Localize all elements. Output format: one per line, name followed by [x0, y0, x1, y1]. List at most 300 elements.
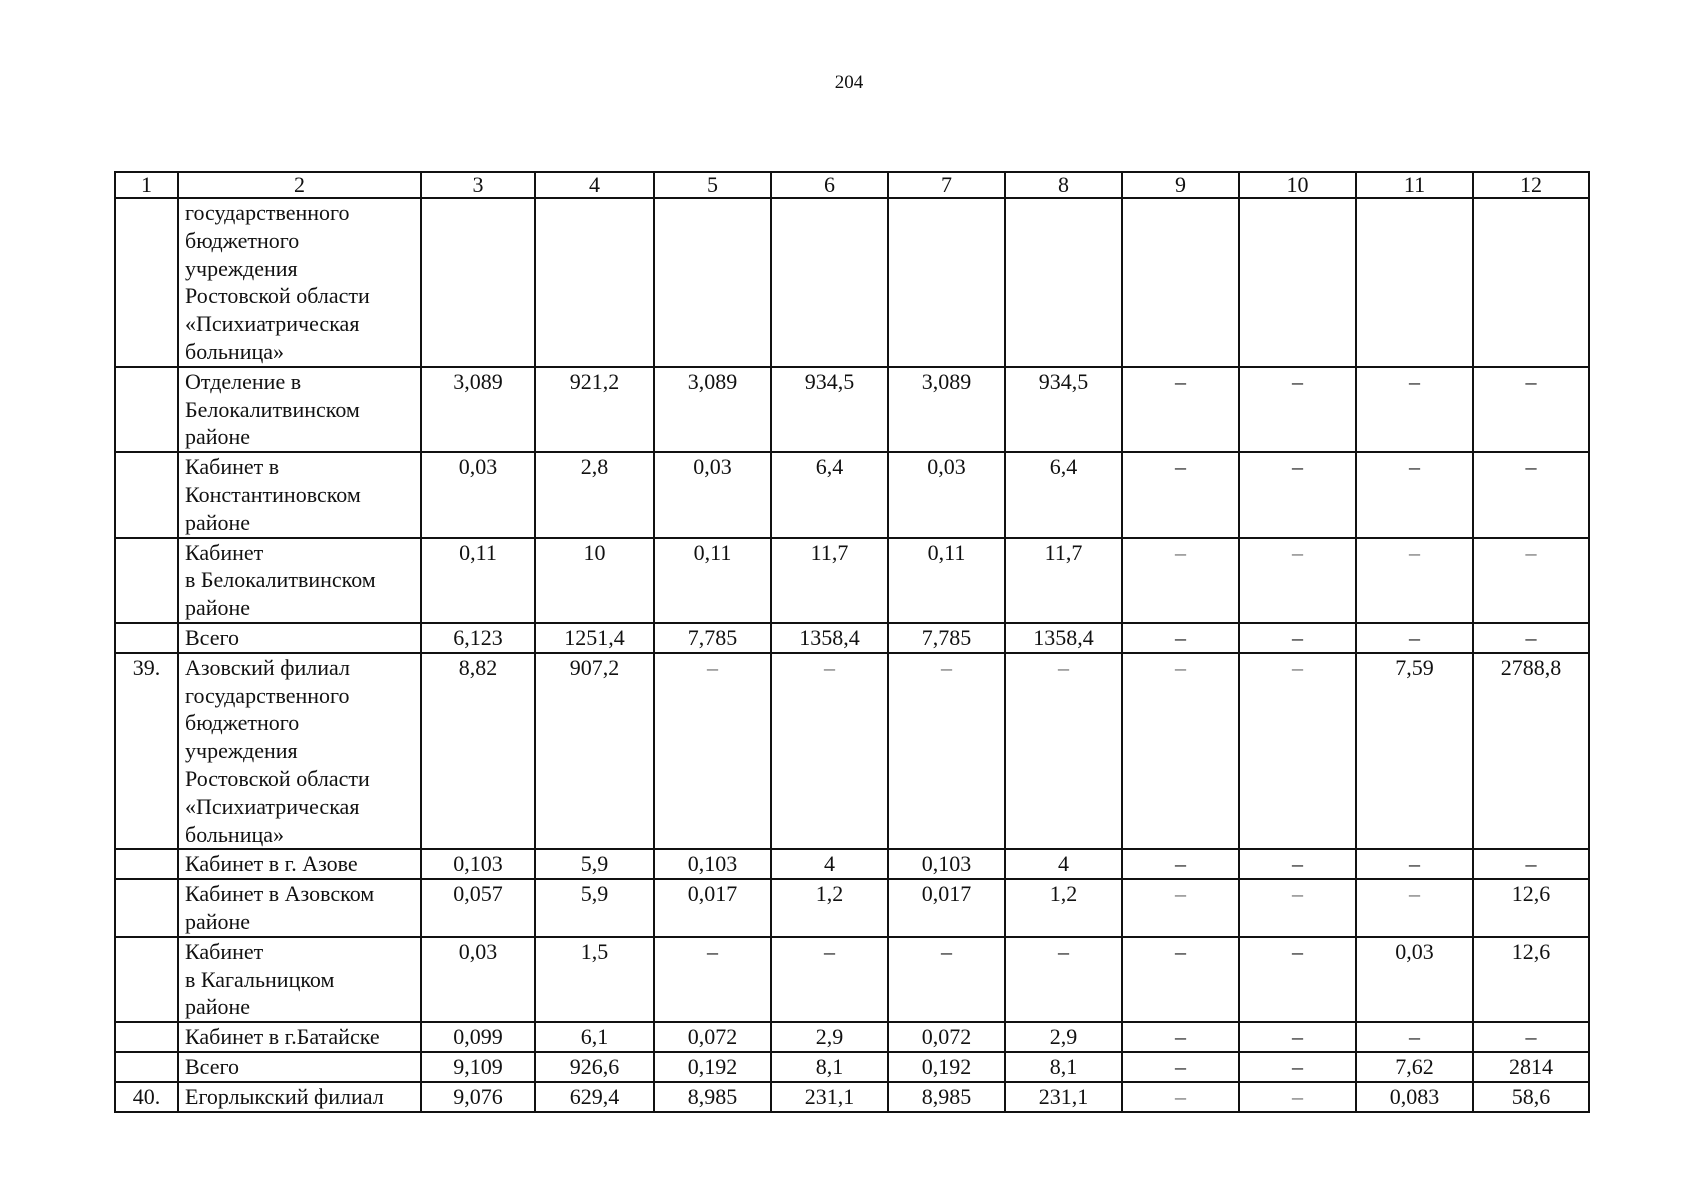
row-name — [178, 538, 421, 623]
value-text: – — [1292, 624, 1303, 650]
value-cell — [654, 937, 771, 1022]
value-cell — [1122, 1022, 1239, 1052]
row-name-line: в Кагальницком — [185, 966, 335, 992]
row-name-line: Всего — [185, 1053, 239, 1079]
value-cell — [1473, 452, 1589, 537]
value-cell — [1239, 879, 1356, 937]
value-text: 0,072 — [921, 1024, 972, 1050]
value-text: 629,4 — [569, 1083, 620, 1109]
value-text: – — [824, 654, 835, 680]
column-header: 1 — [115, 172, 178, 198]
value-text: 921,2 — [569, 368, 620, 394]
value-cell — [888, 1022, 1005, 1052]
value-text: 4 — [1058, 851, 1069, 877]
value-cell — [888, 879, 1005, 937]
row-name-line: государственного — [185, 682, 350, 708]
row-name-line: Кабинет в — [185, 454, 280, 480]
value-text: 0,099 — [453, 1024, 503, 1050]
value-text: 0,11 — [693, 539, 732, 565]
value-cell — [1473, 198, 1589, 367]
value-cell — [654, 1082, 771, 1112]
row-name-line: Кабинет в г. Азове — [185, 851, 358, 877]
value-text: – — [1292, 1024, 1303, 1050]
value-text: – — [1409, 1024, 1420, 1050]
table-row — [115, 623, 1589, 653]
value-cell — [888, 937, 1005, 1022]
value-cell — [1005, 937, 1122, 1022]
value-text: 8,1 — [815, 1053, 844, 1079]
value-cell — [654, 849, 771, 879]
value-text: 0,11 — [927, 539, 966, 565]
value-cell — [888, 538, 1005, 623]
value-text: 0,083 — [1389, 1083, 1440, 1109]
value-text: 58,6 — [1511, 1083, 1551, 1109]
value-text: 1,5 — [580, 938, 609, 964]
table-row — [115, 1052, 1589, 1082]
row-name — [178, 1022, 421, 1052]
value-text: 9,076 — [453, 1083, 503, 1109]
row-number — [115, 452, 178, 537]
row-name-line: «Психиатрическая — [185, 793, 360, 819]
value-cell — [535, 198, 654, 367]
row-name-line: «Психиатрическая — [185, 311, 360, 337]
value-text: – — [1409, 851, 1420, 877]
table-body — [115, 172, 1589, 1112]
value-cell — [888, 623, 1005, 653]
row-number — [115, 538, 178, 623]
value-cell — [888, 367, 1005, 452]
value-cell — [888, 849, 1005, 879]
column-header: 5 — [654, 172, 771, 198]
value-text: 4 — [824, 851, 835, 877]
value-cell — [1122, 937, 1239, 1022]
table-row — [115, 198, 1589, 367]
column-header: 4 — [535, 172, 654, 198]
value-cell — [1239, 1052, 1356, 1082]
value-text: 2,9 — [815, 1024, 844, 1050]
value-text: 7,62 — [1395, 1053, 1434, 1079]
value-text: – — [1058, 938, 1069, 964]
value-cell — [421, 849, 535, 879]
value-text: 8,82 — [458, 654, 498, 680]
row-number: 39. — [115, 653, 178, 850]
value-cell — [654, 653, 771, 850]
value-text: 231,1 — [1038, 1083, 1089, 1109]
row-name — [178, 452, 421, 537]
column-header: 8 — [1005, 172, 1122, 198]
table-row — [115, 1082, 1589, 1112]
value-cell — [1473, 538, 1589, 623]
value-text: – — [941, 654, 952, 680]
value-text: 8,1 — [1049, 1053, 1078, 1079]
value-cell — [1005, 1052, 1122, 1082]
value-cell — [771, 452, 888, 537]
row-name-line: Азовский филиал — [185, 654, 350, 680]
row-number — [115, 1022, 178, 1052]
value-cell — [1122, 367, 1239, 452]
row-number — [115, 623, 178, 653]
value-cell — [654, 452, 771, 537]
value-cell — [1122, 198, 1239, 367]
value-text: – — [1175, 539, 1186, 565]
row-name — [178, 879, 421, 937]
value-cell — [535, 653, 654, 850]
value-cell — [421, 538, 535, 623]
value-text: 8,985 — [921, 1083, 972, 1109]
value-cell — [771, 1082, 888, 1112]
row-name-line: Кабинет — [185, 938, 264, 964]
value-cell — [1122, 879, 1239, 937]
value-text: 907,2 — [569, 654, 620, 680]
value-cell — [1122, 849, 1239, 879]
value-cell — [535, 367, 654, 452]
value-text: – — [707, 654, 718, 680]
value-cell — [1122, 1052, 1239, 1082]
value-cell — [1356, 367, 1473, 452]
row-name-line: бюджетного — [185, 227, 300, 253]
row-name-line: Кабинет в г.Батайске — [185, 1024, 380, 1050]
value-text: – — [1409, 539, 1420, 565]
value-cell — [1356, 1022, 1473, 1052]
value-text: 11,7 — [810, 539, 849, 565]
value-cell — [1122, 653, 1239, 850]
value-text: 6,4 — [1049, 454, 1078, 480]
row-number: 40. — [115, 1082, 178, 1112]
row-name-line: в Белокалитвинском — [185, 567, 376, 593]
value-cell — [888, 1052, 1005, 1082]
value-text: 0,03 — [458, 938, 498, 964]
row-name-line: Константиновском — [185, 481, 361, 507]
value-cell — [1473, 623, 1589, 653]
value-cell — [888, 653, 1005, 850]
value-cell — [1356, 198, 1473, 367]
value-cell — [654, 538, 771, 623]
value-text: 12,6 — [1511, 938, 1551, 964]
value-cell — [1473, 653, 1589, 850]
value-cell — [535, 1052, 654, 1082]
row-name-line: Кабинет — [185, 539, 264, 565]
row-name-line: больница» — [185, 821, 284, 847]
value-cell — [1239, 653, 1356, 850]
value-cell — [535, 1082, 654, 1112]
value-text: 0,057 — [453, 881, 503, 907]
value-text: 9,109 — [453, 1053, 503, 1079]
value-cell — [1239, 937, 1356, 1022]
value-text: – — [1292, 539, 1303, 565]
value-text: 926,6 — [569, 1053, 620, 1079]
value-text: – — [1292, 881, 1303, 907]
value-text: 6,4 — [815, 454, 844, 480]
column-header: 3 — [421, 172, 535, 198]
value-text: – — [1175, 1083, 1186, 1109]
column-header: 11 — [1356, 172, 1473, 198]
value-text: – — [1525, 1024, 1537, 1050]
value-cell — [1473, 849, 1589, 879]
value-cell — [535, 937, 654, 1022]
value-text: – — [1175, 454, 1186, 480]
value-text: 0,103 — [921, 851, 972, 877]
value-cell — [1239, 452, 1356, 537]
row-number — [115, 937, 178, 1022]
column-header: 7 — [888, 172, 1005, 198]
value-cell — [771, 879, 888, 937]
table-row — [115, 879, 1589, 937]
value-text: 7,59 — [1395, 654, 1434, 680]
row-name-line: Отделение в — [185, 368, 302, 394]
table-row — [115, 1022, 1589, 1052]
value-text: 5,9 — [580, 881, 609, 907]
value-cell — [771, 937, 888, 1022]
value-cell — [421, 367, 535, 452]
row-name-line: Ростовской области — [185, 765, 370, 791]
table-row — [115, 653, 1589, 850]
value-text: 12,6 — [1511, 881, 1551, 907]
value-text: 8,985 — [687, 1083, 738, 1109]
value-text: – — [1409, 368, 1420, 394]
value-cell — [1005, 198, 1122, 367]
value-cell — [1356, 937, 1473, 1022]
value-cell — [1005, 1082, 1122, 1112]
value-text: – — [1175, 938, 1186, 964]
value-text: 0,103 — [687, 851, 738, 877]
row-name — [178, 937, 421, 1022]
value-cell — [1005, 538, 1122, 623]
value-text: – — [1292, 1083, 1303, 1109]
value-text: – — [1292, 368, 1303, 394]
value-cell — [1239, 623, 1356, 653]
table-row — [115, 367, 1589, 452]
value-text: 1358,4 — [1033, 624, 1094, 650]
value-text: 0,017 — [687, 881, 738, 907]
value-cell — [888, 1082, 1005, 1112]
value-cell — [1122, 1082, 1239, 1112]
value-text: 231,1 — [804, 1083, 855, 1109]
value-cell — [421, 1022, 535, 1052]
value-cell — [1239, 198, 1356, 367]
value-cell — [1239, 849, 1356, 879]
row-name — [178, 1082, 421, 1112]
column-header: 6 — [771, 172, 888, 198]
row-name-line: учреждения — [185, 738, 298, 764]
value-cell — [1473, 879, 1589, 937]
row-name-line: больница» — [185, 338, 284, 364]
table-row — [115, 849, 1589, 879]
value-cell — [1473, 367, 1589, 452]
row-number — [115, 1052, 178, 1082]
value-cell — [654, 623, 771, 653]
value-cell — [1356, 653, 1473, 850]
value-cell — [535, 623, 654, 653]
value-text: – — [1292, 1053, 1303, 1079]
value-text: 934,5 — [1038, 368, 1089, 394]
value-cell — [771, 367, 888, 452]
value-text: – — [1525, 368, 1537, 394]
value-cell — [421, 879, 535, 937]
value-cell — [1239, 538, 1356, 623]
value-cell — [1473, 1022, 1589, 1052]
table-row — [115, 538, 1589, 623]
row-name — [178, 198, 421, 367]
value-text: – — [1175, 1053, 1186, 1079]
value-cell — [1239, 367, 1356, 452]
value-cell — [421, 1052, 535, 1082]
value-cell — [535, 849, 654, 879]
value-text: 0,103 — [453, 851, 503, 877]
column-header: 2 — [178, 172, 421, 198]
row-number — [115, 849, 178, 879]
value-text: – — [1409, 454, 1420, 480]
value-cell — [888, 452, 1005, 537]
value-cell — [1356, 879, 1473, 937]
value-cell — [771, 1022, 888, 1052]
value-cell — [1005, 879, 1122, 937]
value-text: 0,192 — [687, 1053, 738, 1079]
value-text: 0,03 — [693, 454, 732, 480]
value-cell — [421, 198, 535, 367]
value-text: 0,11 — [459, 539, 497, 565]
value-text: – — [1525, 454, 1537, 480]
value-text: 7,785 — [687, 624, 738, 650]
value-text: – — [1175, 881, 1186, 907]
value-cell — [654, 1052, 771, 1082]
value-cell — [1005, 452, 1122, 537]
value-text: – — [1292, 851, 1303, 877]
row-name — [178, 849, 421, 879]
value-cell — [771, 538, 888, 623]
row-name-line: государственного — [185, 200, 350, 225]
column-header: 12 — [1473, 172, 1589, 198]
value-text: – — [1058, 654, 1069, 680]
value-text: – — [1525, 624, 1537, 650]
row-name-line: районе — [185, 994, 251, 1020]
value-cell — [421, 623, 535, 653]
value-text: – — [1175, 624, 1186, 650]
value-cell — [421, 452, 535, 537]
value-text: 10 — [583, 539, 606, 565]
row-number — [115, 879, 178, 937]
value-cell — [771, 198, 888, 367]
value-cell — [421, 937, 535, 1022]
value-cell — [1356, 1052, 1473, 1082]
row-name-line: районе — [185, 509, 251, 535]
value-text: 3,089 — [921, 368, 972, 394]
value-text: – — [1175, 851, 1186, 877]
value-cell — [535, 879, 654, 937]
page-number: 204 — [834, 72, 864, 93]
value-cell — [654, 198, 771, 367]
value-cell — [1473, 1052, 1589, 1082]
column-header: 9 — [1122, 172, 1239, 198]
data-table — [114, 171, 1590, 1113]
value-text: – — [941, 938, 952, 964]
value-cell — [1005, 653, 1122, 850]
row-number — [115, 198, 178, 367]
value-cell — [535, 452, 654, 537]
row-name-line: Егорлыкский филиал — [185, 1083, 384, 1109]
value-cell — [421, 1082, 535, 1112]
row-name-line: районе — [185, 595, 251, 621]
value-cell — [1356, 538, 1473, 623]
value-cell — [1122, 452, 1239, 537]
value-text: 6,1 — [580, 1024, 609, 1050]
value-cell — [654, 879, 771, 937]
column-header: 10 — [1239, 172, 1356, 198]
value-cell — [1356, 452, 1473, 537]
value-text: 11,7 — [1044, 539, 1083, 565]
value-text: 0,072 — [687, 1024, 738, 1050]
value-text: – — [824, 938, 835, 964]
row-name-line: Всего — [185, 624, 239, 650]
value-text: 934,5 — [804, 368, 855, 394]
value-cell — [771, 849, 888, 879]
value-text: – — [1175, 368, 1186, 394]
value-cell — [1122, 538, 1239, 623]
row-name — [178, 623, 421, 653]
row-name-line: Белокалитвинском — [185, 396, 360, 422]
value-text: 6,123 — [453, 624, 503, 650]
value-text: 5,9 — [580, 851, 609, 877]
row-name-line: Кабинет в Азовском — [185, 881, 375, 907]
value-cell — [535, 1022, 654, 1052]
value-text: – — [707, 938, 718, 964]
value-text: 1,2 — [815, 881, 844, 907]
value-text: – — [1175, 1024, 1186, 1050]
value-cell — [888, 198, 1005, 367]
value-cell — [654, 367, 771, 452]
value-cell — [1356, 623, 1473, 653]
value-cell — [1239, 1022, 1356, 1052]
value-cell — [771, 653, 888, 850]
value-text: 0,017 — [921, 881, 972, 907]
value-cell — [1239, 1082, 1356, 1112]
header-row — [115, 172, 1589, 198]
row-name-line: учреждения — [185, 255, 298, 281]
value-text: – — [1292, 454, 1303, 480]
value-text: 7,785 — [921, 624, 972, 650]
value-text: 1,2 — [1049, 881, 1078, 907]
value-text: – — [1525, 851, 1537, 877]
value-text: 3,089 — [453, 368, 503, 394]
value-text: 0,03 — [1395, 938, 1434, 964]
value-text: – — [1409, 881, 1420, 907]
value-cell — [1473, 937, 1589, 1022]
value-text: 0,03 — [458, 454, 498, 480]
row-name — [178, 1052, 421, 1082]
value-text: 1251,4 — [564, 624, 625, 650]
value-cell — [771, 1052, 888, 1082]
value-cell — [535, 538, 654, 623]
row-name-line: районе — [185, 908, 251, 934]
value-cell — [1122, 623, 1239, 653]
value-cell — [1356, 1082, 1473, 1112]
value-cell — [654, 1022, 771, 1052]
value-text: 2788,8 — [1500, 654, 1562, 680]
value-text: 2814 — [1509, 1053, 1553, 1079]
value-cell — [1005, 367, 1122, 452]
value-cell — [1005, 623, 1122, 653]
value-cell — [421, 653, 535, 850]
value-text: 2,9 — [1049, 1024, 1078, 1050]
row-name — [178, 367, 421, 452]
table-row — [115, 452, 1589, 537]
value-text: 0,03 — [927, 454, 966, 480]
row-name — [178, 653, 421, 850]
value-cell — [1473, 1082, 1589, 1112]
value-cell — [771, 623, 888, 653]
value-text: – — [1292, 654, 1303, 680]
value-cell — [1005, 1022, 1122, 1052]
value-text: – — [1409, 624, 1420, 650]
